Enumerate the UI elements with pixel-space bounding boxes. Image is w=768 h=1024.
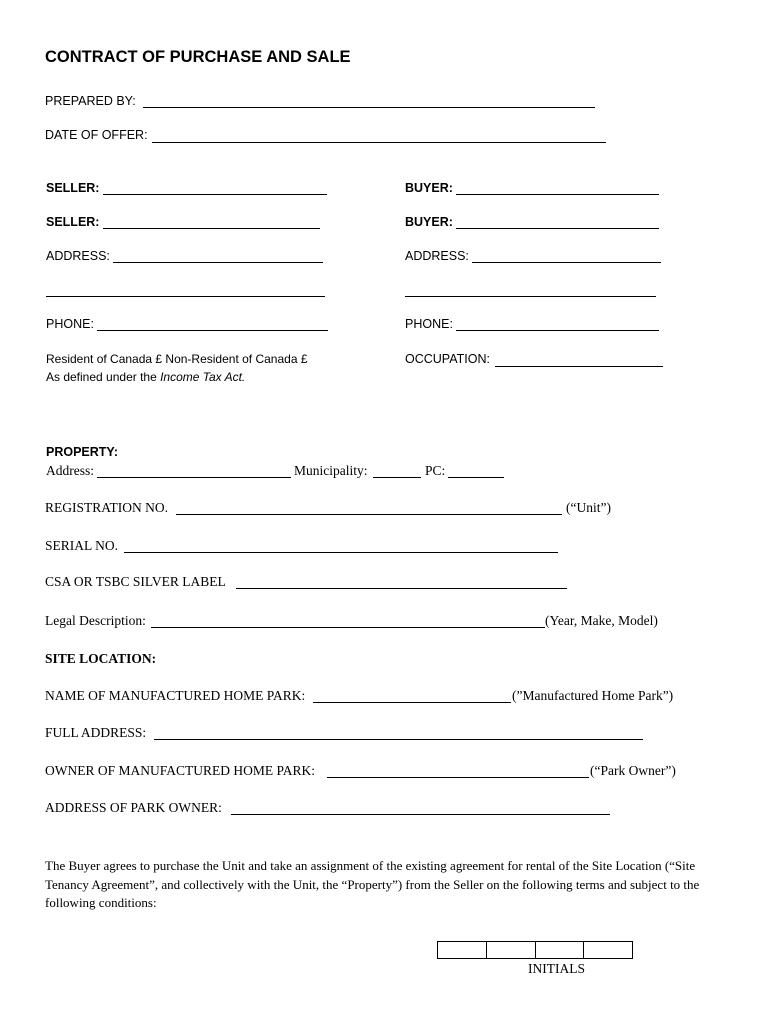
initials-label: INITIALS	[528, 961, 585, 976]
seller-address-line-2[interactable]	[46, 296, 325, 297]
income-tax-note-prefix: As defined under the	[46, 370, 161, 384]
municipality-field[interactable]	[373, 477, 421, 478]
buyer-address-line-2[interactable]	[405, 296, 656, 297]
initials-cell[interactable]	[536, 942, 585, 958]
full-address-field[interactable]	[154, 739, 643, 740]
site-location-heading: SITE LOCATION:	[45, 651, 157, 666]
page-title: CONTRACT OF PURCHASE AND SALE	[45, 48, 351, 66]
date-of-offer-field[interactable]	[152, 142, 606, 143]
income-tax-note	[46, 370, 245, 384]
legal-description-label: Legal Description:	[45, 613, 146, 628]
initials-cell[interactable]	[487, 942, 536, 958]
park-owner-suffix: (“Park Owner”)	[590, 763, 676, 778]
property-address-field[interactable]	[97, 477, 291, 478]
seller-2-label: SELLER:	[46, 215, 100, 229]
initials-cell[interactable]	[584, 942, 632, 958]
seller-1-field[interactable]	[103, 194, 327, 195]
occupation-field[interactable]	[495, 366, 663, 367]
serial-label: SERIAL NO.	[45, 538, 118, 553]
residency-options[interactable]: Resident of Canada £ Non-Resident of Canada £	[46, 352, 308, 366]
occupation-label: OCCUPATION:	[405, 352, 490, 366]
seller-phone-label: PHONE:	[46, 317, 94, 331]
seller-2-field[interactable]	[103, 228, 320, 229]
pc-field[interactable]	[448, 477, 504, 478]
initials-boxes	[437, 941, 633, 959]
property-heading: PROPERTY:	[46, 445, 118, 459]
buyer-2-label: BUYER:	[405, 215, 453, 229]
park-name-label: NAME OF MANUFACTURED HOME PARK:	[45, 688, 306, 703]
date-of-offer-label: DATE OF OFFER:	[45, 128, 148, 142]
park-owner-address-label: ADDRESS OF PARK OWNER:	[45, 800, 222, 815]
serial-field[interactable]	[124, 552, 558, 553]
full-address-label: FULL ADDRESS:	[45, 725, 147, 740]
csa-field[interactable]	[236, 588, 567, 589]
legal-description-suffix: (Year, Make, Model)	[545, 613, 658, 628]
initials-cell[interactable]	[438, 942, 487, 958]
buyer-1-field[interactable]	[456, 194, 659, 195]
registration-field[interactable]	[176, 514, 562, 515]
buyer-phone-field[interactable]	[456, 330, 659, 331]
pc-label: PC:	[425, 463, 446, 478]
park-name-field[interactable]	[313, 702, 511, 703]
seller-1-label: SELLER:	[46, 181, 100, 195]
seller-phone-field[interactable]	[97, 330, 328, 331]
seller-address-field[interactable]	[113, 262, 323, 263]
income-tax-act: Income Tax Act.	[160, 370, 246, 384]
park-name-suffix: (”Manufactured Home Park”)	[512, 688, 674, 703]
park-owner-label: OWNER OF MANUFACTURED HOME PARK:	[45, 763, 316, 778]
municipality-label: Municipality:	[294, 463, 368, 478]
legal-description-field[interactable]	[151, 627, 545, 628]
buyer-phone-label: PHONE:	[405, 317, 453, 331]
csa-label: CSA OR TSBC SILVER LABEL	[45, 574, 226, 589]
prepared-by-field[interactable]	[143, 107, 595, 108]
buyer-address-field[interactable]	[472, 262, 661, 263]
prepared-by-label: PREPARED BY:	[45, 94, 136, 108]
registration-label: REGISTRATION NO.	[45, 500, 168, 515]
agreement-paragraph: The Buyer agrees to purchase the Unit and take an assignment of the existing agreement for rental of the Site Location (“Site Tenancy Agreement”, and collectively with the Unit, the “Property”) from the Seller on the following terms and subject to the following conditions:	[45, 858, 700, 910]
buyer-address-label: ADDRESS:	[405, 249, 469, 263]
seller-address-label: ADDRESS:	[46, 249, 110, 263]
registration-suffix: (“Unit”)	[566, 500, 611, 515]
property-address-label: Address:	[46, 463, 94, 478]
park-owner-field[interactable]	[327, 777, 589, 778]
park-owner-address-field[interactable]	[231, 814, 610, 815]
buyer-2-field[interactable]	[456, 228, 659, 229]
buyer-1-label: BUYER:	[405, 181, 453, 195]
